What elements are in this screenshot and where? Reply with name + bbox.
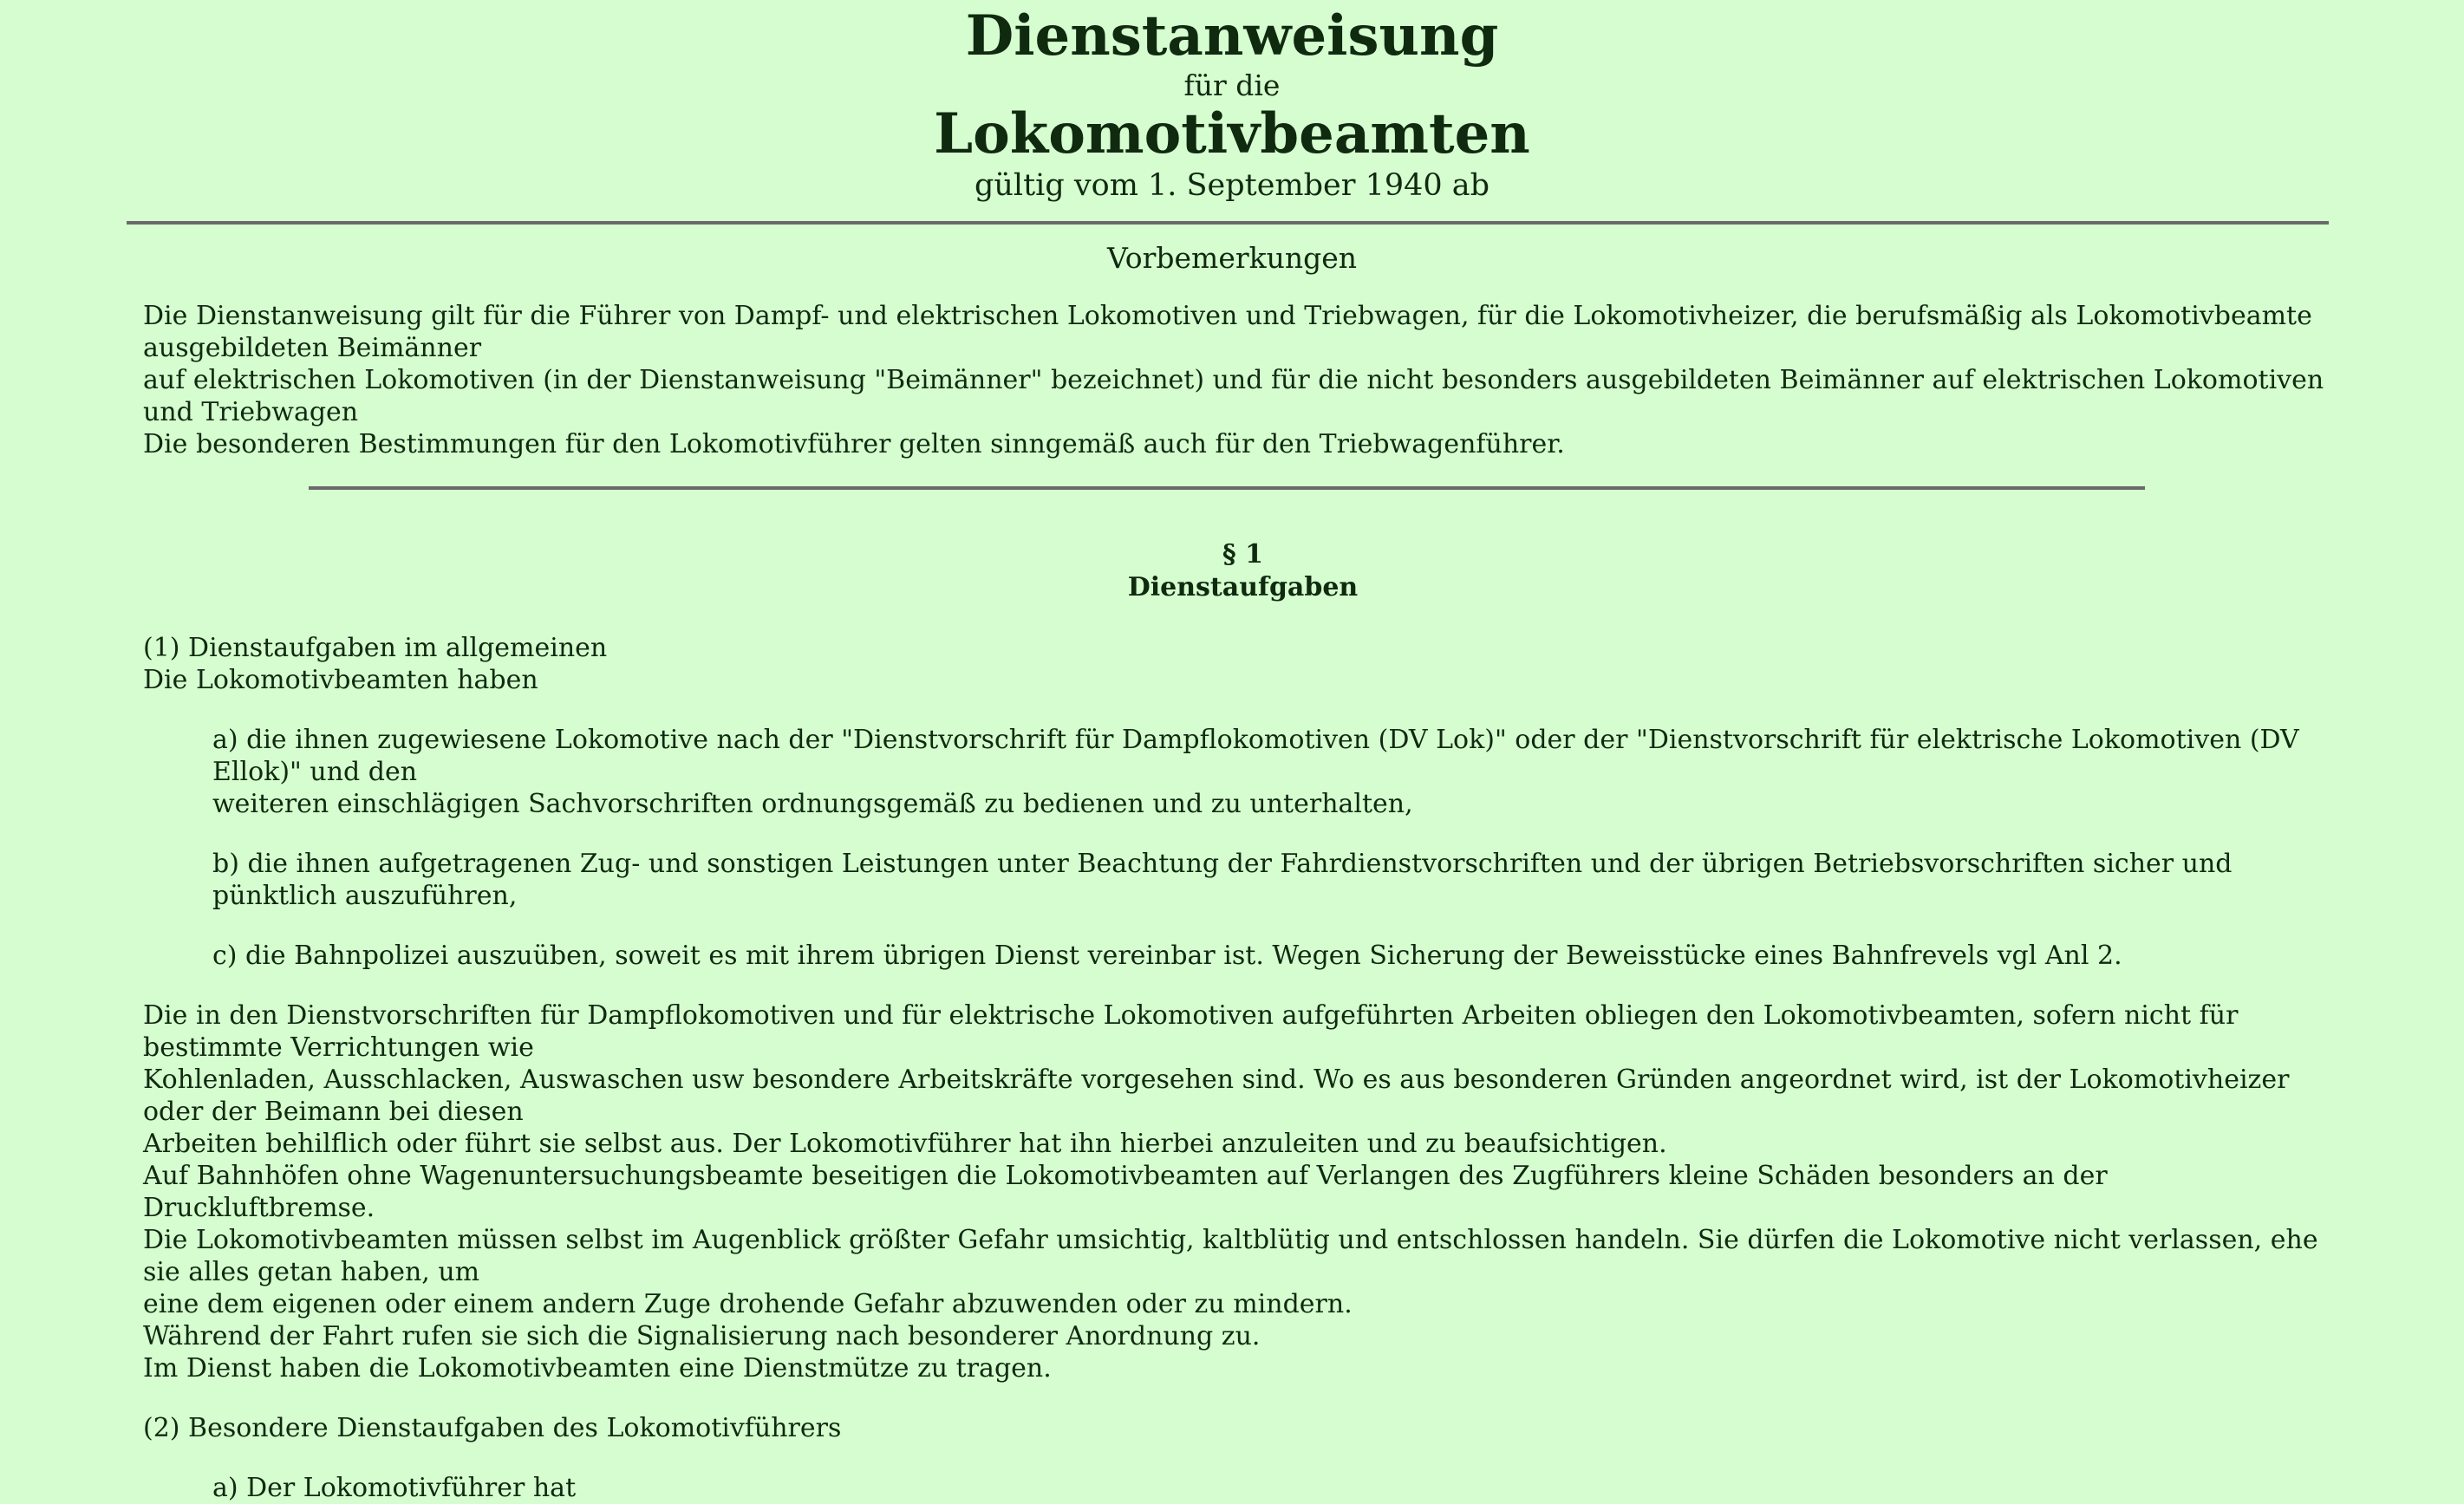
body-line: Die Lokomotivbeamten müssen selbst im Augenblick größter Gefahr umsichtig, kaltblütig und entschlossen handeln. Sie dürfen die Lokomotive nicht verlassen, ehe sie alles getan haben, um bbox=[143, 1224, 2318, 1287]
body-line: Die in den Dienstvorschriften für Dampflokomotiven und für elektrische Lokomotiven aufgeführten Arbeiten obliegen den Lokomotivbeamten, sofern nicht für bestimmte Verrichtungen wie bbox=[143, 999, 2239, 1063]
preface-heading: Vorbemerkungen bbox=[1106, 241, 1358, 275]
body-line: Arbeiten behilflich oder führt sie selbst aus. Der Lokomotivführer hat ihn hierbei anzuleiten und zu beaufsichtigen. bbox=[143, 1128, 1667, 1159]
subsection-2-item-a bbox=[143, 1472, 2343, 1504]
preface-line: Die besonderen Bestimmungen für den Lokomotivführer gelten sinngemäß auch für den Triebwagenführer. bbox=[143, 428, 1565, 459]
list-item-a bbox=[143, 724, 2343, 820]
list-item-line: weiteren einschlägigen Sachvorschriften ordnungsgemäß zu bedienen und zu unterhalten, bbox=[212, 788, 1413, 819]
preface-divider bbox=[309, 486, 2145, 490]
document-title: Dienstanweisung bbox=[965, 3, 1499, 68]
section-body bbox=[143, 999, 2343, 1384]
list-item-line: a) Der Lokomotivführer hat bbox=[212, 1472, 577, 1503]
body-line: Auf Bahnhöfen ohne Wagenuntersuchungsbeamte beseitigen die Lokomotivbeamten auf Verlangen des Zugführers kleine Schäden besonders an der Druckluftbremse. bbox=[143, 1160, 2108, 1223]
section-number: § 1 bbox=[1222, 538, 1263, 570]
preface-line: Die Dienstanweisung gilt für die Führer von Dampf- und elektrischen Lokomotiven und Triebwagen, für die Lokomotivheizer, die berufsmäßig als Lokomotivbeamte ausgebildeten Beimänner bbox=[143, 300, 2312, 363]
document-header bbox=[0, 0, 2464, 205]
header-divider bbox=[127, 221, 2329, 225]
list-item-line: c) die Bahnpolizei auszuüben, soweit es mit ihrem übrigen Dienst vereinbar ist. Wegen Sicherung der Beweisstücke eines Bahnfrevels vgl Anl 2. bbox=[212, 940, 2122, 971]
list-item-line: b) die ihnen aufgetragenen Zug- und sonstigen Leistungen unter Beachtung der Fahrdienstvorschriften und der übrigen Betriebsvorschriften sicher und pünktlich auszuführen, bbox=[212, 848, 2233, 911]
preface-text bbox=[143, 300, 2343, 460]
section-1-content bbox=[0, 538, 2464, 1504]
subsection-heading: (1) Dienstaufgaben im allgemeinen bbox=[143, 632, 608, 663]
subsection-intro: Die Lokomotivbeamten haben bbox=[143, 664, 538, 695]
body-line: Während der Fahrt rufen sie sich die Signalisierung nach besonderer Anordnung zu. bbox=[143, 1320, 1261, 1351]
subsection-1 bbox=[143, 632, 2343, 696]
body-line: Kohlenladen, Ausschlacken, Auswaschen usw besondere Arbeitskräfte vorgesehen sind. Wo es aus besonderen Gründen angeordnet wird, ist der Lokomotivheizer oder der Beimann bei diesen bbox=[143, 1064, 2290, 1127]
title-connector: für die bbox=[1183, 68, 1281, 102]
body-line: eine dem eigenen oder einem andern Zuge drohende Gefahr abzuwenden oder zu mindern. bbox=[143, 1288, 1353, 1319]
body-line: Im Dienst haben die Lokomotivbeamten eine Dienstmütze zu tragen. bbox=[143, 1352, 1052, 1384]
list-item-c bbox=[143, 940, 2343, 972]
subsection-heading: (2) Besondere Dienstaufgaben des Lokomotivführers bbox=[143, 1412, 842, 1443]
list-item-b bbox=[143, 848, 2343, 912]
validity-date: gültig vom 1. September 1940 ab bbox=[974, 167, 1490, 203]
document-subtitle: Lokomotivbeamten bbox=[934, 101, 1530, 166]
list-item-line: a) die ihnen zugewiesene Lokomotive nach der "Dienstvorschrift für Dampflokomotiven (DV Lok)" oder der "Dienstvorschrift für elektrische Lokomotiven (DV Ellok)" und den bbox=[212, 724, 2299, 787]
preface-content bbox=[0, 300, 2464, 460]
preface-line: auf elektrischen Lokomotiven (in der Dienstanweisung "Beimänner" bezeichnet) und für die nicht besonders ausgebildeten Beimänner auf elektrischen Lokomotiven und Triebwagen bbox=[143, 364, 2324, 427]
subsection-2 bbox=[143, 1412, 2343, 1444]
section-title: Dienstaufgaben bbox=[1127, 571, 1359, 602]
